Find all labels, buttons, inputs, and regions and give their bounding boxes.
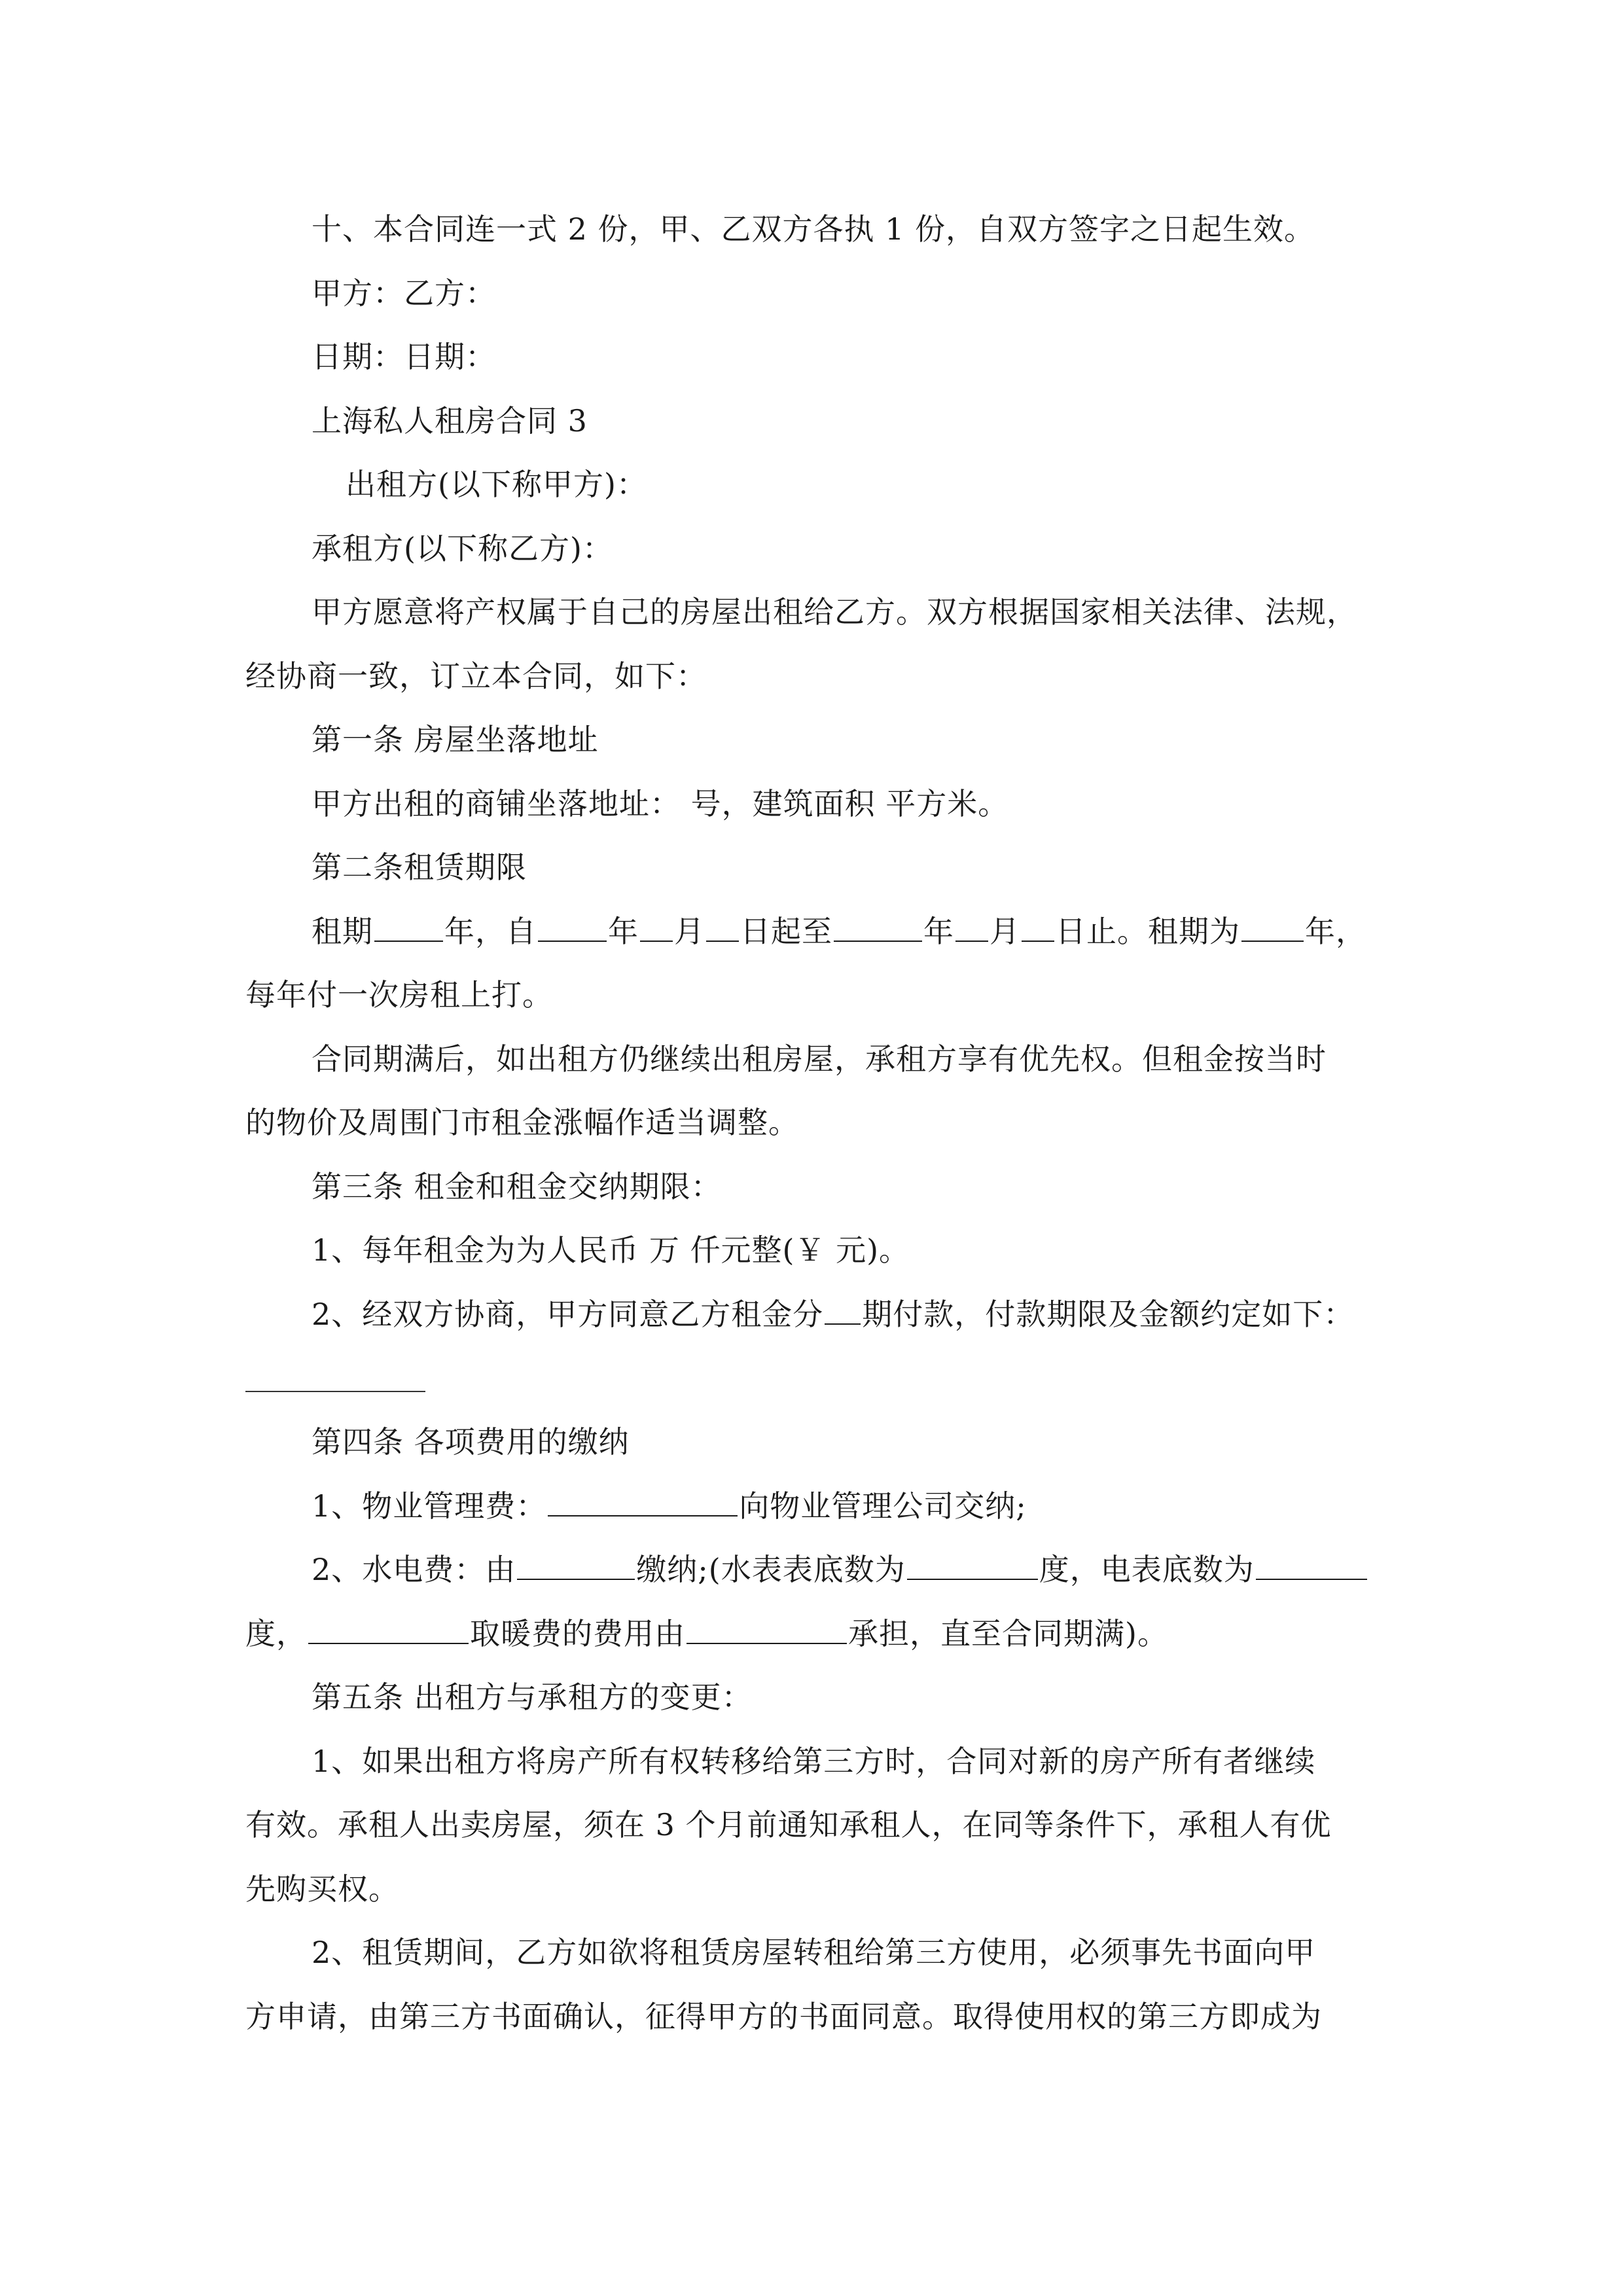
- article-four-heading: 第四条 各项费用的缴纳: [312, 1424, 630, 1460]
- installment-text: 2、经双方协商，甲方同意乙方租金分: [312, 1297, 824, 1332]
- ownership-transfer-line-3: 先购买权。: [245, 1871, 399, 1907]
- sublease-line-2: 方申请，由第三方书面确认，征得甲方的书面同意。取得使用权的第三方即成为: [245, 1999, 1322, 2034]
- lease-term-line: [312, 912, 1450, 951]
- article-one-heading: 第一条 房屋坐落地址: [312, 722, 599, 757]
- blank-underline: [245, 1391, 425, 1392]
- heating-fee-line: [245, 1614, 1384, 1653]
- lease-term-text: 年，自: [444, 914, 537, 949]
- utility-fee-text: 缴纳;(水表表底数为: [636, 1552, 906, 1587]
- blank-field: [955, 912, 988, 942]
- blank-field: [907, 1550, 1038, 1580]
- rent-payment-line: 每年付一次房租上打。: [245, 977, 553, 1013]
- heating-fee-text: 取暖费的费用由: [470, 1616, 685, 1651]
- heating-fee-text: 度，: [245, 1616, 307, 1651]
- lease-term-text: 月: [674, 914, 705, 949]
- blank-field: [687, 1614, 847, 1644]
- blank-field: [640, 912, 673, 942]
- lease-term-text: 年，: [1305, 914, 1366, 949]
- utility-fee-text: 2、水电费：由: [312, 1552, 516, 1587]
- lease-term-text: 月: [990, 914, 1020, 949]
- utility-fee-text: 度，电表底数为: [1039, 1552, 1255, 1587]
- renewal-line-1: 合同期满后，如出租方仍继续出租房屋，承租方享有优先权。但租金按当时: [312, 1041, 1327, 1077]
- clause-ten: 十、本合同连一式 2 份，甲、乙双方各执 1 份，自双方签字之日起生效。: [312, 211, 1315, 247]
- utility-fee-line: [312, 1550, 1450, 1589]
- ownership-transfer-line-1: 1、如果出租方将房产所有权转移给第三方时，合同对新的房产所有者继续: [312, 1744, 1316, 1779]
- lessee-label: 承租方(以下称乙方)：: [312, 531, 613, 566]
- article-five-heading: 第五条 出租方与承租方的变更：: [312, 1679, 753, 1715]
- lease-term-text: 日起至: [740, 914, 832, 949]
- blank-field: [374, 912, 443, 942]
- signature-dates: 日期：日期：: [312, 339, 496, 374]
- article-two-heading: 第二条租赁期限: [312, 850, 527, 885]
- lease-term-text: 日止。租期为: [1056, 914, 1240, 949]
- blank-field: [517, 1550, 635, 1580]
- blank-field: [706, 912, 739, 942]
- property-fee-text: 1、物业管理费：: [312, 1488, 547, 1524]
- blank-field: [548, 1486, 738, 1516]
- blank-field: [825, 1295, 861, 1325]
- blank-field: [538, 912, 607, 942]
- ownership-transfer-line-2: 有效。承租人出卖房屋，须在 3 个月前通知承租人，在同等条件下，承租人有优: [245, 1807, 1332, 1842]
- contract-title: 上海私人租房合同 3: [312, 403, 588, 439]
- heating-fee-text: 承担，直至合同期满)。: [848, 1616, 1168, 1651]
- blank-field: [1241, 912, 1304, 942]
- lease-term-text: 年: [923, 914, 954, 949]
- lease-term-text: 年: [608, 914, 639, 949]
- lessor-label: 出租方(以下称甲方)：: [346, 467, 647, 502]
- annual-rent-line: 1、每年租金为为人民币 万 仟元整(￥ 元)。: [312, 1232, 910, 1268]
- blank-field: [1256, 1550, 1367, 1580]
- shop-address-line: 甲方出租的商铺坐落地址： 号，建筑面积 平方米。: [312, 786, 1009, 821]
- installment-text: 期付款，付款期限及金额约定如下：: [862, 1297, 1355, 1332]
- blank-field: [834, 912, 922, 942]
- lease-term-text: 租期: [312, 914, 373, 949]
- property-fee-line: [312, 1486, 1450, 1526]
- installment-line: [312, 1295, 1450, 1334]
- intro-line-2: 经协商一致，订立本合同，如下：: [245, 658, 707, 694]
- sublease-line-1: 2、租赁期间，乙方如欲将租赁房屋转租给第三方使用，必须事先书面向甲: [312, 1935, 1316, 1970]
- property-fee-text: 向物业管理公司交纳;: [739, 1488, 1027, 1524]
- renewal-line-2: 的物价及周围门市租金涨幅作适当调整。: [245, 1105, 799, 1140]
- article-three-heading: 第三条 租金和租金交纳期限：: [312, 1169, 722, 1204]
- blank-field: [308, 1614, 469, 1644]
- party-signatures: 甲方：乙方：: [312, 276, 496, 311]
- intro-line-1: 甲方愿意将产权属于自己的房屋出租给乙方。双方根据国家相关法律、法规，: [312, 594, 1357, 630]
- blank-field: [1022, 912, 1054, 942]
